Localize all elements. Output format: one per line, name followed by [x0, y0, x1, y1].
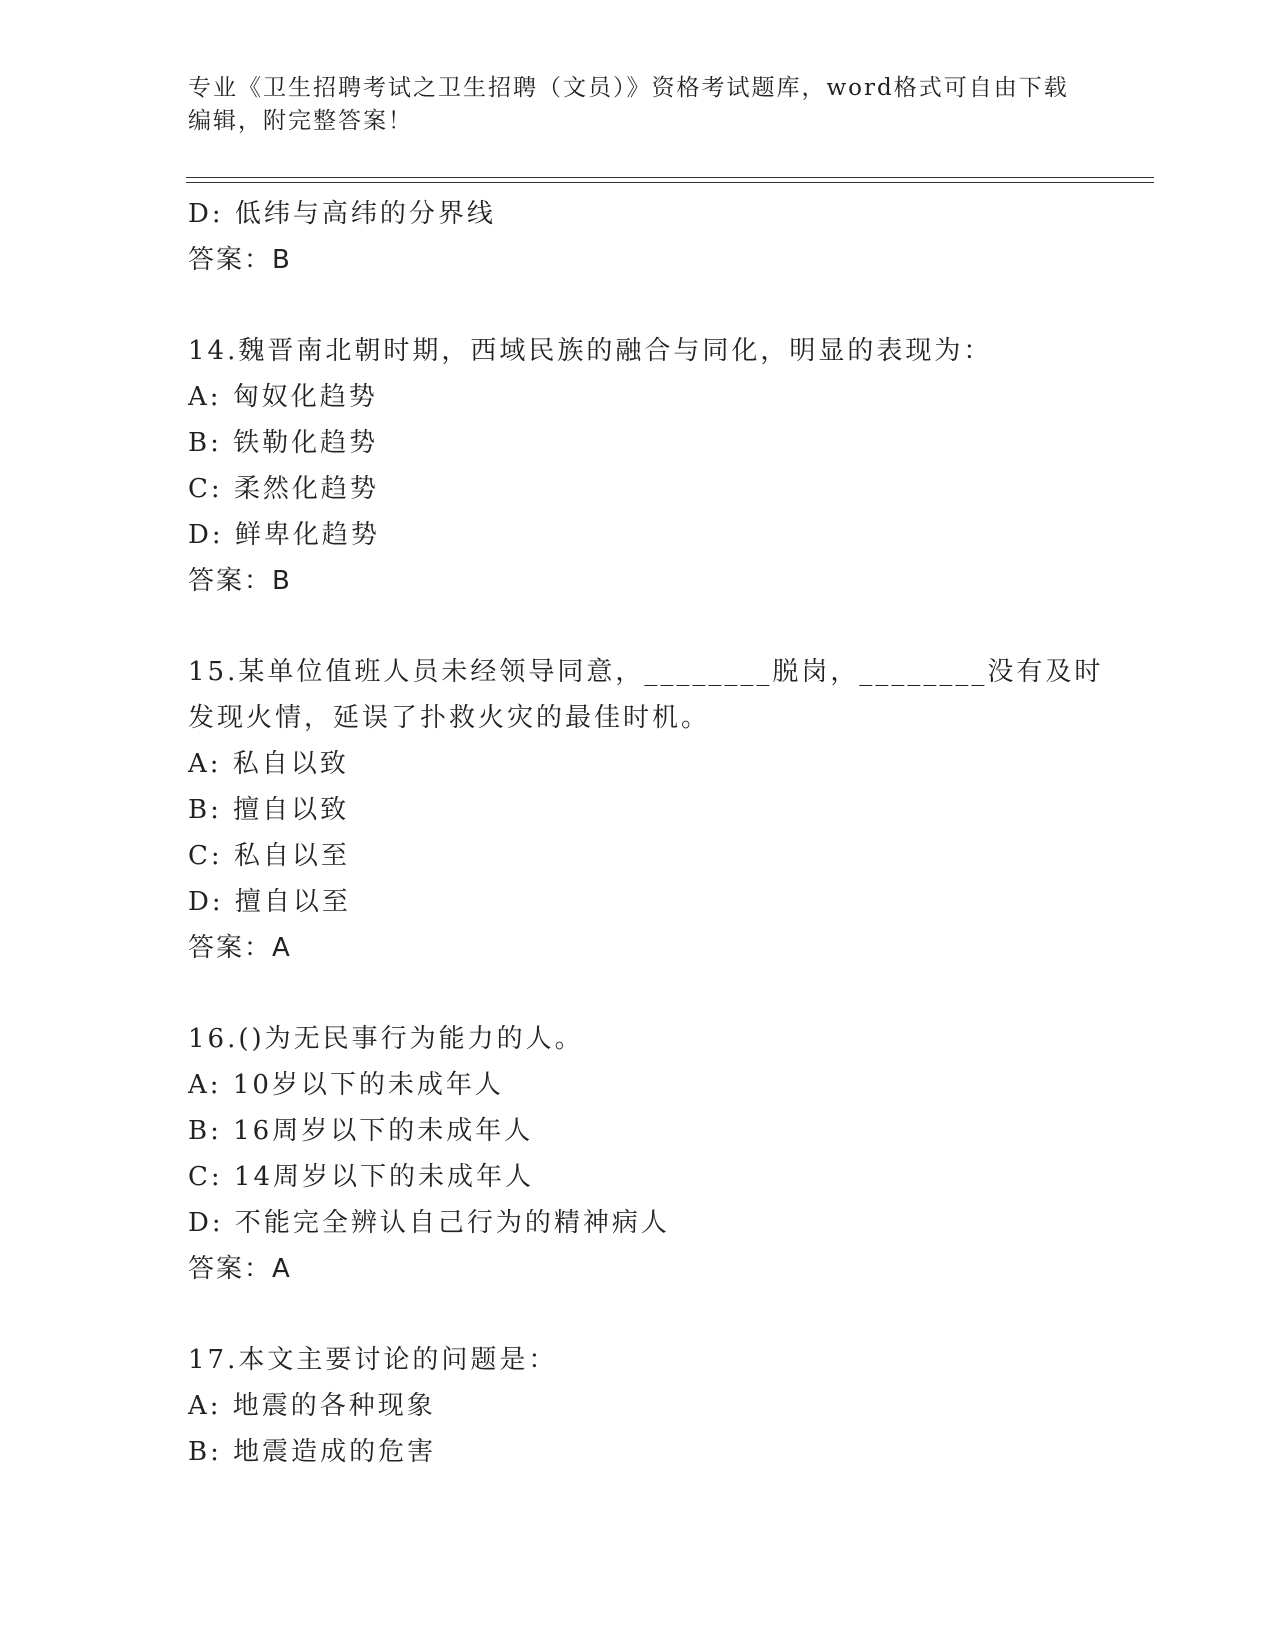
option-d: D: 低纬与高纬的分界线 — [188, 199, 496, 229]
question-15 — [188, 649, 1104, 971]
question-14 — [188, 328, 1088, 604]
question-stem: 17.本文主要讨论的问题是： — [188, 1345, 558, 1375]
question-list — [188, 191, 1104, 1475]
spacer — [188, 1292, 1088, 1337]
header-line-2: 编辑，附完整答案！ — [188, 108, 413, 134]
question-stem: 16.()为无民事行为能力的人。 — [188, 1024, 584, 1054]
answer: 答案：A — [188, 933, 292, 963]
question-stem-line-1: 15.某单位值班人员未经领导同意，________脱岗，________没有及时 — [188, 657, 1104, 687]
option-a: A: 10岁以下的未成年人 — [188, 1070, 504, 1100]
option-a: A: 地震的各种现象 — [188, 1391, 436, 1421]
question-stem-line-2: 发现火情，延误了扑救火灾的最佳时机。 — [188, 703, 711, 733]
option-b: B: 地震造成的危害 — [188, 1437, 437, 1467]
header-divider-bottom — [186, 182, 1154, 183]
option-c: C: 私自以至 — [188, 841, 350, 871]
question-13 — [188, 191, 1088, 283]
spacer — [188, 283, 1088, 328]
document-header — [188, 72, 1088, 138]
answer: 答案：B — [188, 566, 292, 596]
option-b: B: 16周岁以下的未成年人 — [188, 1116, 534, 1146]
question-stem: 14.魏晋南北朝时期，西域民族的融合与同化，明显的表现为： — [188, 336, 993, 366]
question-16 — [188, 1016, 1088, 1292]
answer: 答案：B — [188, 245, 292, 275]
option-b: B: 铁勒化趋势 — [188, 428, 379, 458]
option-d: D: 鲜卑化趋势 — [188, 520, 380, 550]
header-line-1: 专业《卫生招聘考试之卫生招聘（文员）》资格考试题库，word格式可自由下载 — [188, 75, 1069, 101]
spacer — [188, 604, 1088, 649]
option-a: A: 私自以致 — [188, 749, 349, 779]
option-d: D: 擅自以至 — [188, 887, 351, 917]
question-17 — [188, 1337, 1088, 1475]
option-b: B: 擅自以致 — [188, 795, 350, 825]
spacer — [188, 971, 1088, 1016]
option-d: D: 不能完全辨认自己行为的精神病人 — [188, 1208, 670, 1238]
option-c: C: 柔然化趋势 — [188, 474, 379, 504]
header-divider-top — [186, 177, 1154, 178]
option-a: A: 匈奴化趋势 — [188, 382, 378, 412]
answer: 答案：A — [188, 1254, 292, 1284]
option-c: C: 14周岁以下的未成年人 — [188, 1162, 535, 1192]
